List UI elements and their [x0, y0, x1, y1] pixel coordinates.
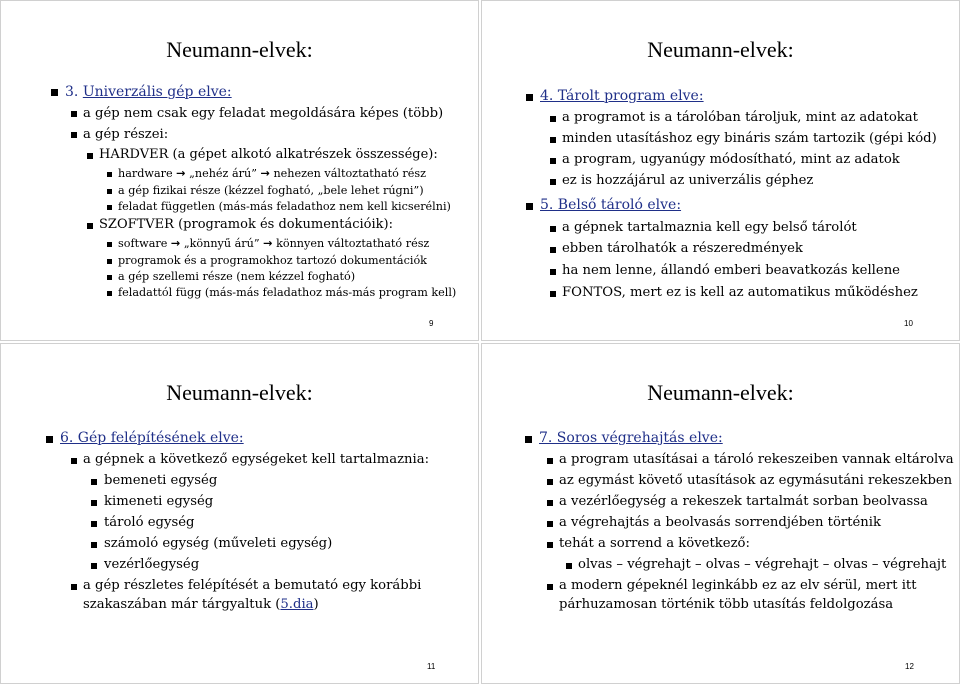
arrow-right-icon: → — [170, 237, 181, 250]
list-item: ebben tárolhatók a részeredmények — [562, 241, 803, 256]
list-item: HARDVER (a gépet alkotó alkatrészek összessége): — [99, 147, 438, 162]
list-item: a gépnek tartalmaznia kell egy belső tárolót — [562, 220, 857, 235]
list-item: a gép nem csak egy feladat megoldására képes (több) — [83, 106, 444, 121]
list-item: feladattól függ (más-más feladathoz más-más program kell) — [118, 286, 457, 299]
bullet — [107, 189, 112, 194]
list-item: a gép részei: — [83, 127, 169, 142]
section-heading: 4. Tárolt program elve: — [540, 88, 704, 104]
list-item: a gép részletes felépítését a bemutató egy korábbi — [83, 578, 422, 593]
bullet — [525, 436, 532, 443]
page-number: 12 — [905, 662, 914, 671]
list-item: a modern gépeknél leginkább ez az elv sérül, mert itt — [559, 578, 917, 593]
section-heading: 7. Soros végrehajtás elve: — [539, 430, 723, 446]
list-item: a program, ugyanúgy módosítható, mint az adatok — [562, 152, 900, 167]
list-item: a vezérlőegység a rekeszek tartalmát sorban beolvassa — [559, 494, 928, 509]
section-heading: 3. Univerzális gép elve: — [65, 84, 232, 100]
list-item: feladat független (más-más feladathoz nem kell kicserélni) — [118, 200, 451, 213]
list-item: a programot is a tárolóban tároljuk, mint az adatokat — [562, 110, 918, 125]
list-item: vezérlőegység — [104, 557, 200, 572]
list-item: hardware → „nehéz árú” → nehezen változtatható rész — [118, 167, 427, 180]
bullet — [107, 291, 112, 296]
list-item: tároló egység — [104, 515, 195, 530]
bullet — [91, 521, 97, 527]
bullet — [547, 479, 553, 485]
list-item-continuation: szakaszában már tárgyaltuk (5.dia) — [83, 597, 319, 612]
bullet — [46, 436, 53, 443]
bullet — [526, 203, 533, 210]
list-item: a végrehajtás a beolvasás sorrendjében történik — [559, 515, 882, 530]
bullet — [547, 500, 553, 506]
bullet — [107, 205, 112, 210]
bullet — [550, 269, 556, 275]
bullet — [566, 563, 572, 569]
section-heading: 5. Belső tároló elve: — [540, 197, 682, 213]
bullet — [71, 584, 77, 590]
slide-title: Neumann-elvek: — [647, 37, 794, 62]
bullet — [51, 89, 58, 96]
bullet — [550, 291, 556, 297]
slide-10 — [481, 0, 960, 341]
slide-9 — [0, 0, 479, 341]
list-item: software → „könnyű árú” → könnyen változtatható rész — [118, 237, 430, 250]
bullet — [550, 247, 556, 253]
bullet — [547, 584, 553, 590]
list-item: bemeneti egység — [104, 473, 218, 488]
bullet — [71, 111, 77, 117]
slide-11 — [0, 343, 479, 684]
list-item: ha nem lenne, állandó emberi beavatkozás kellene — [562, 263, 900, 278]
bullet — [550, 116, 556, 122]
bullet — [91, 542, 97, 548]
bullet — [107, 259, 112, 264]
section-heading: 6. Gép felépítésének elve: — [60, 430, 244, 446]
sequence-item: olvas – végrehajt – olvas – végrehajt – olvas – végrehajt — [578, 557, 947, 572]
list-item: tehát a sorrend a következő: — [559, 536, 750, 551]
bullet — [71, 458, 77, 464]
list-item: a gép fizikai része (kézzel fogható, „bele lehet rúgni”) — [118, 184, 424, 197]
arrow-right-icon: → — [260, 167, 270, 180]
bullet — [87, 223, 93, 229]
slide-link[interactable]: 5.dia — [280, 597, 314, 612]
list-item: ez is hozzájárul az univerzális géphez — [562, 173, 814, 188]
list-item: SZOFTVER (programok és dokumentációik): — [99, 217, 393, 232]
arrow-right-icon: → — [263, 237, 273, 250]
slide-title: Neumann-elvek: — [166, 37, 313, 62]
page-number: 9 — [429, 319, 434, 328]
slide-title: Neumann-elvek: — [647, 380, 794, 405]
arrow-right-icon: → — [176, 167, 186, 180]
list-item: FONTOS, mert ez is kell az automatikus működéshez — [562, 285, 918, 300]
bullet — [526, 94, 533, 101]
list-item: az egymást követő utasítások az egymásutáni rekeszekben — [559, 473, 953, 488]
list-item-continuation: párhuzamosan történik több utasítás feldolgozása — [559, 597, 894, 612]
page-number: 10 — [904, 319, 913, 328]
bullet — [71, 132, 77, 138]
list-item: kimeneti egység — [104, 494, 214, 509]
list-item: számoló egység (műveleti egység) — [104, 536, 333, 551]
bullet — [107, 275, 112, 280]
bullet — [91, 500, 97, 506]
slide-title: Neumann-elvek: — [166, 380, 313, 405]
list-item: a gép szellemi része (nem kézzel fogható) — [118, 270, 356, 283]
bullet — [550, 158, 556, 164]
bullet — [547, 458, 553, 464]
bullet — [91, 563, 97, 569]
bullet — [107, 172, 112, 177]
bullet — [87, 153, 93, 159]
list-item: programok és a programokhoz tartozó dokumentációk — [118, 254, 427, 267]
bullet — [550, 226, 556, 232]
bullet — [107, 242, 112, 247]
list-item: a gépnek a következő egységeket kell tartalmaznia: — [83, 452, 430, 467]
bullet — [547, 542, 553, 548]
bullet — [550, 179, 556, 185]
list-item: minden utasításhoz egy bináris szám tartozik (gépi kód) — [562, 131, 937, 146]
bullet — [550, 137, 556, 143]
list-item: a program utasításai a tároló rekeszeiben vannak eltárolva — [559, 452, 954, 467]
page-number: 11 — [427, 662, 436, 671]
slide-12 — [481, 343, 960, 684]
bullet — [547, 521, 553, 527]
bullet — [91, 479, 97, 485]
